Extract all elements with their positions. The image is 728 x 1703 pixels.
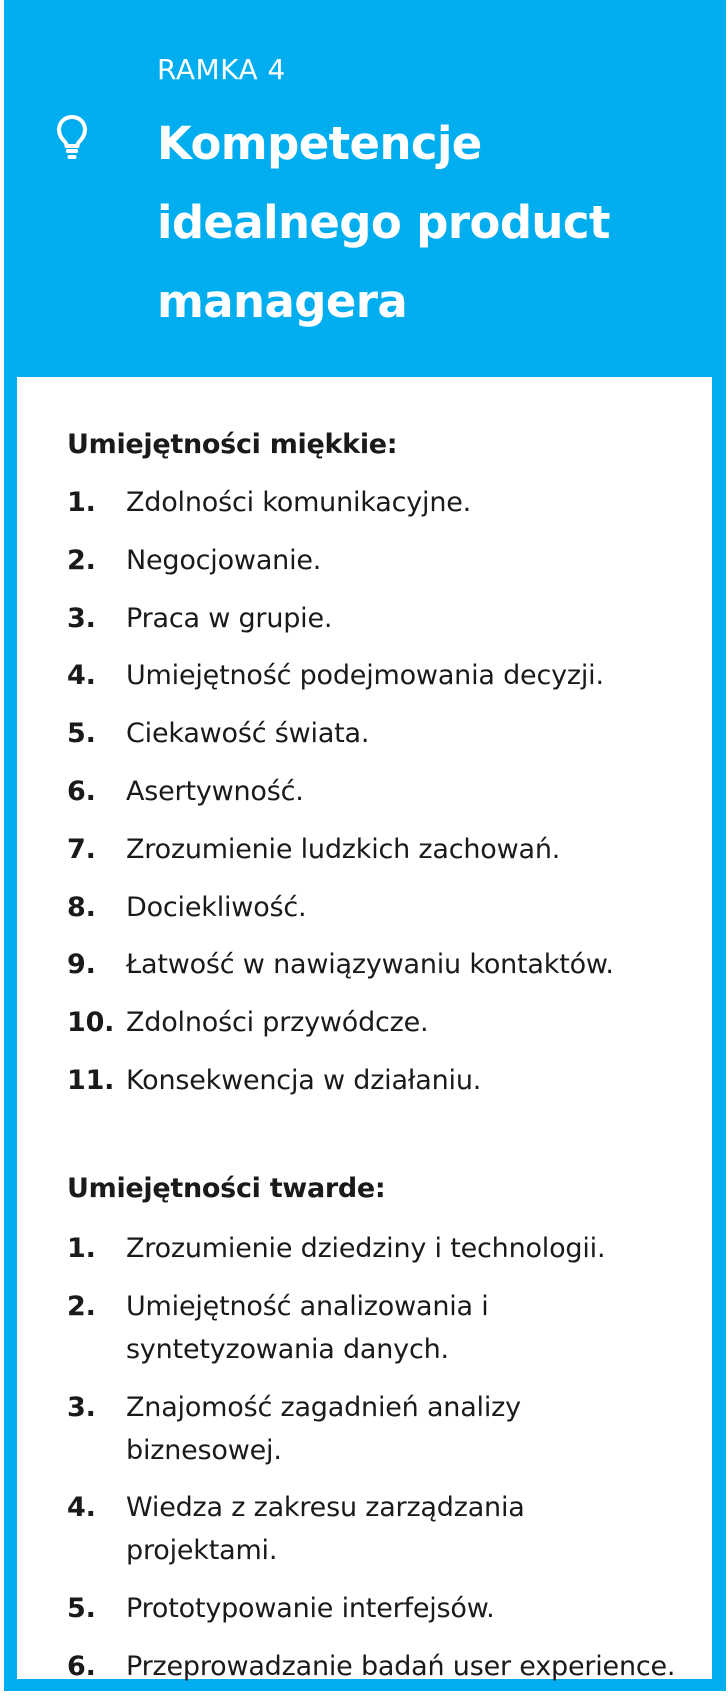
box-label: RAMKA 4 xyxy=(157,53,286,86)
list-item-number: 6. xyxy=(67,1650,96,1682)
list-item-text: Umiejętność analizowania i syntetyzowania danych. xyxy=(126,1290,489,1365)
list-item xyxy=(67,770,677,813)
list-item xyxy=(67,828,677,871)
list-item-number: 3. xyxy=(67,602,96,634)
list-item-text: Praca w grupie. xyxy=(126,602,333,634)
list-item-text: Umiejętność podejmowania decyzji. xyxy=(126,660,604,692)
soft-skills-heading: Umiejętności miękkie: xyxy=(67,429,398,460)
list-item-text: Dociekliwość. xyxy=(126,891,307,923)
list-item-text: Znajomość zagadnień analizy biznesowej. xyxy=(126,1391,521,1466)
soft-skills-list xyxy=(67,481,677,1117)
list-item-text: Negocjowanie. xyxy=(126,544,322,576)
list-item-number: 11. xyxy=(67,1064,115,1096)
list-item-number: 10. xyxy=(67,1007,115,1039)
content-panel xyxy=(17,377,712,1682)
box-title: Kompetencje idealnego product managera xyxy=(157,117,610,328)
list-item xyxy=(67,481,677,524)
hard-skills-heading: Umiejętności twarde: xyxy=(67,1173,386,1204)
list-item-text: Zdolności przywódcze. xyxy=(126,1007,429,1039)
list-item xyxy=(67,1001,677,1044)
box-header xyxy=(4,0,726,376)
list-item-text: Zdolności komunikacyjne. xyxy=(126,487,472,518)
list-item xyxy=(67,886,677,929)
list-item-number: 2. xyxy=(67,544,96,576)
list-item-number: 4. xyxy=(67,660,96,692)
list-item xyxy=(67,943,677,986)
list-item xyxy=(67,1645,677,1688)
list-item-number: 1. xyxy=(67,1233,96,1264)
list-item-number: 5. xyxy=(67,718,96,750)
list-item-number: 3. xyxy=(67,1391,96,1423)
list-item-number: 1. xyxy=(67,487,96,518)
list-item-text: Konsekwencja w działaniu. xyxy=(126,1064,482,1096)
list-item xyxy=(67,1386,677,1472)
list-item xyxy=(67,1059,677,1102)
list-item xyxy=(67,1587,677,1630)
list-item xyxy=(67,597,677,640)
list-item-number: 9. xyxy=(67,949,96,981)
hard-skills-list xyxy=(67,1227,677,1703)
list-item xyxy=(67,712,677,755)
list-item-text: Ciekawość świata. xyxy=(126,718,370,750)
list-item-text: Przeprowadzanie badań user experience. xyxy=(126,1650,676,1682)
list-item-text: Zrozumienie dziedziny i technologii. xyxy=(126,1233,606,1264)
lightbulb-icon xyxy=(54,113,90,161)
list-item xyxy=(67,1227,677,1270)
list-item-number: 8. xyxy=(67,891,96,923)
list-item-text: Łatwość w nawiązywaniu kontaktów. xyxy=(126,949,614,981)
list-item-number: 2. xyxy=(67,1290,96,1322)
list-item-text: Wiedza z zakresu zarządzania projektami. xyxy=(126,1492,525,1567)
list-item-text: Prototypowanie interfejsów. xyxy=(126,1593,495,1625)
list-item-text: Asertywność. xyxy=(126,775,304,807)
list-item xyxy=(67,1285,677,1371)
list-item xyxy=(67,539,677,582)
list-item-text: Zrozumienie ludzkich zachowań. xyxy=(126,833,561,865)
list-item-number: 7. xyxy=(67,833,96,865)
list-item-number: 6. xyxy=(67,775,96,807)
list-item-number: 5. xyxy=(67,1593,96,1625)
list-item xyxy=(67,654,677,697)
list-item-number: 4. xyxy=(67,1492,96,1524)
list-item xyxy=(67,1486,677,1572)
